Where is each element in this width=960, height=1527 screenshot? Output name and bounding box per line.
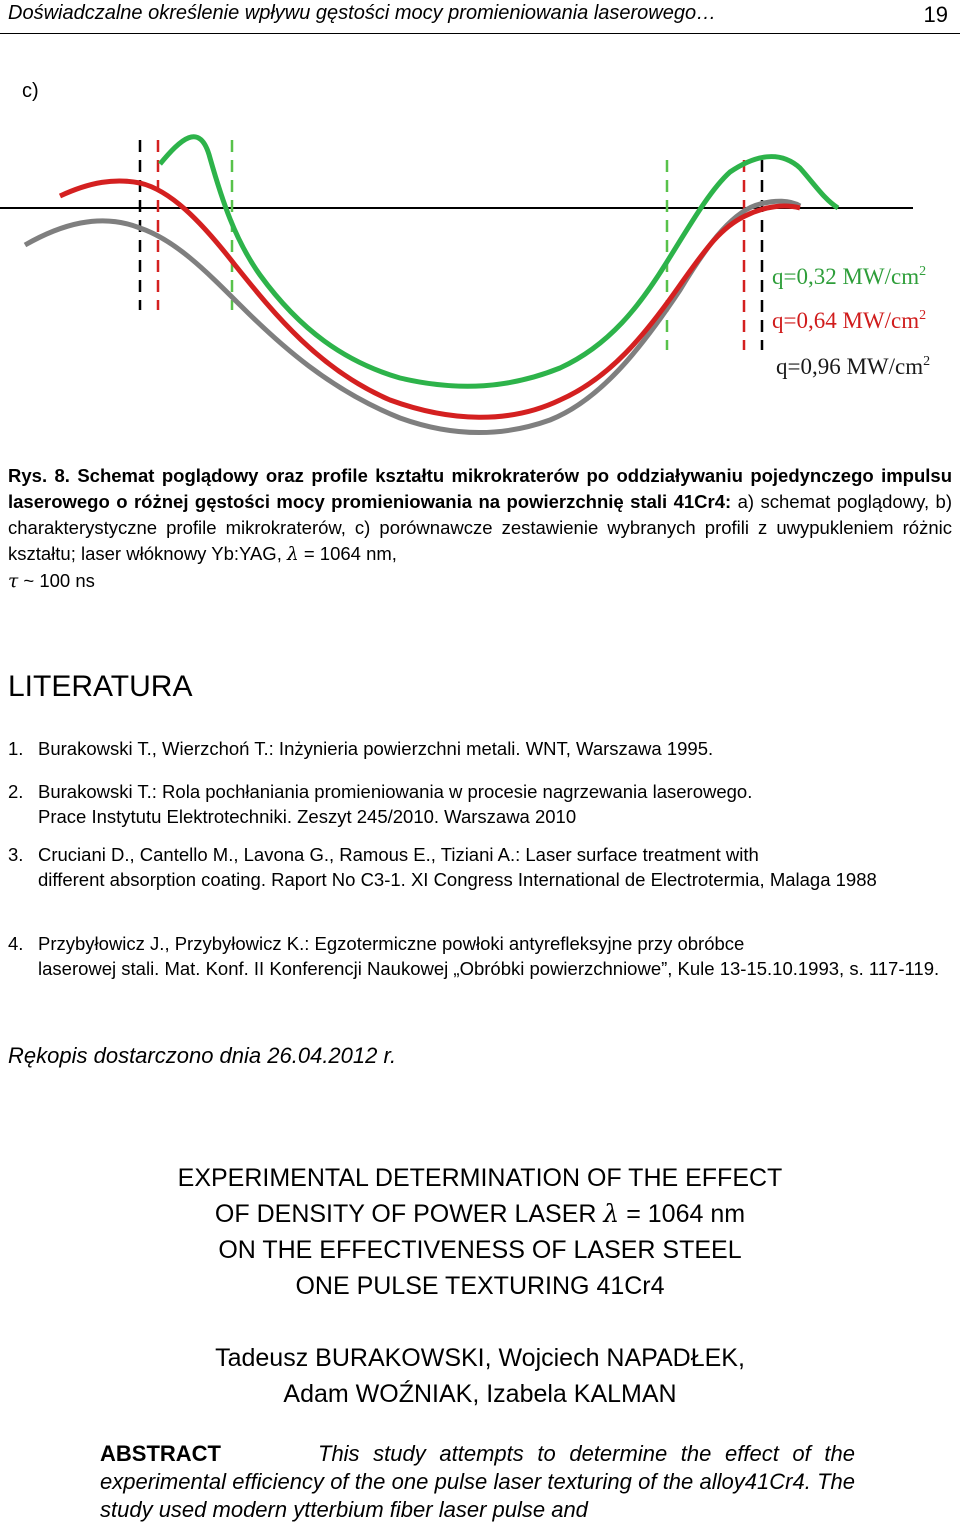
reference-text: Przybyłowicz J., Przybyłowicz K.: Egzotermiczne powłoki antyrefleksyjne przy obróbce [38, 933, 745, 954]
page-number: 19 [923, 2, 948, 27]
caption-lambda-symbol: λ [286, 544, 299, 565]
english-title-line-1: EXPERIMENTAL DETERMINATION OF THE EFFECT [177, 1164, 783, 1192]
reference-text-cont: laserowej stali. Mat. Konf. II Konferencji Naukowej „Obróbki powierzchniowe”, Kule 13-15.10.1993, s. 117-119. [38, 958, 940, 979]
english-title-lambda-symbol: λ [603, 1199, 620, 1228]
manuscript-received-date: Rękopis dostarczono dnia 26.04.2012 r. [8, 1043, 397, 1068]
caption-lead: Rys. 8. Schemat poglądowy oraz profile kształtu mikrokraterów po oddziaływaniu pojedynczego impulsu laserowego o różnej gęstości mocy promieniowania na powierzchnię stali 41Cr4: [8, 465, 952, 512]
authors-line-1: Tadeusz BURAKOWSKI, Wojciech NAPADŁEK, [215, 1344, 745, 1372]
caption-tau-symbol: τ [8, 571, 19, 592]
english-title-line-4: ONE PULSE TEXTURING 41Cr4 [295, 1272, 665, 1300]
legend-item-q096: q=0,96 $MW/cm^2$ [776, 354, 931, 379]
reference-text: Burakowski T., Wierzchoń T.: Inżynieria powierzchni metali. WNT, Warszawa 1995. [38, 738, 714, 759]
abstract-text: This study attempts to determine the effect of the experimental efficiency of the one pulse laser texturing of the alloy41Cr4. The study used modern ytterbium fiber laser pulse and [100, 1441, 855, 1522]
reference-item [8, 842, 952, 892]
reference-number: 4. [8, 933, 24, 954]
profile-green-q032 [160, 137, 838, 387]
reference-text-cont: Prace Instytutu Elektrotechniki. Zeszyt 245/2010. Warszawa 2010 [38, 806, 577, 827]
header-rule [0, 33, 960, 34]
caption-lambda-value: = 1064 nm, [298, 543, 397, 564]
legend-item-q064: q=0,64 $MW/cm^2$ [772, 308, 927, 333]
legend-item-q032: q=0,32 $MW/cm^2$ [772, 264, 927, 289]
figure-caption [8, 463, 952, 595]
reference-item [8, 779, 952, 829]
figure-panel-label: c) [22, 80, 39, 102]
reference-text: Burakowski T.: Rola pochłaniania promieniowania w procesie nagrzewania laserowego. [38, 781, 753, 802]
reference-item [8, 931, 952, 981]
caption-tau-value: ~ 100 ns [18, 570, 95, 591]
english-title-line-2-pre: OF DENSITY OF POWER LASER [214, 1200, 604, 1228]
reference-number: 3. [8, 844, 24, 865]
crater-profile-figure [0, 100, 960, 460]
reference-text-cont: different absorption coating. Raport No C3-1. XI Congress International de Electrotermia, Malaga 1988 [38, 869, 877, 890]
english-title-line-2 [0, 1196, 960, 1232]
abstract [100, 1440, 855, 1524]
reference-item [8, 736, 952, 761]
authors-line-2: Adam WOŹNIAK, Izabela KALMAN [283, 1380, 677, 1408]
legend-q032-text: q=0,32 MW/cm [772, 264, 920, 289]
reference-text: Cruciani D., Cantello M., Lavona G., Ramous E., Tiziani A.: Laser surface treatment with [38, 844, 759, 865]
reference-number: 2. [8, 781, 24, 802]
english-title-line-2-post: = 1064 nm [619, 1200, 746, 1228]
legend-q096-text: q=0,96 MW/cm [776, 354, 924, 379]
english-title-line-3: ON THE EFFECTIVENESS OF LASER STEEL [218, 1236, 742, 1264]
reference-number: 1. [8, 738, 24, 759]
caption-body: a) schemat poglądowy, b) charakterystyczne profile mikrokraterów, c) porównawcze zestawienie wybranych profili z uwypukleniem różnic kształtu; laser włóknowy Yb:YAG, [8, 491, 952, 564]
references-heading: LITERATURA [8, 670, 193, 703]
legend-q064-text: q=0,64 MW/cm [772, 308, 920, 333]
authors [0, 1340, 960, 1412]
abstract-label: ABSTRACT [100, 1441, 221, 1466]
running-header-title: Doświadczalne określenie wpływu gęstości mocy promieniowania laserowego… [8, 2, 717, 24]
english-title [0, 1160, 960, 1304]
